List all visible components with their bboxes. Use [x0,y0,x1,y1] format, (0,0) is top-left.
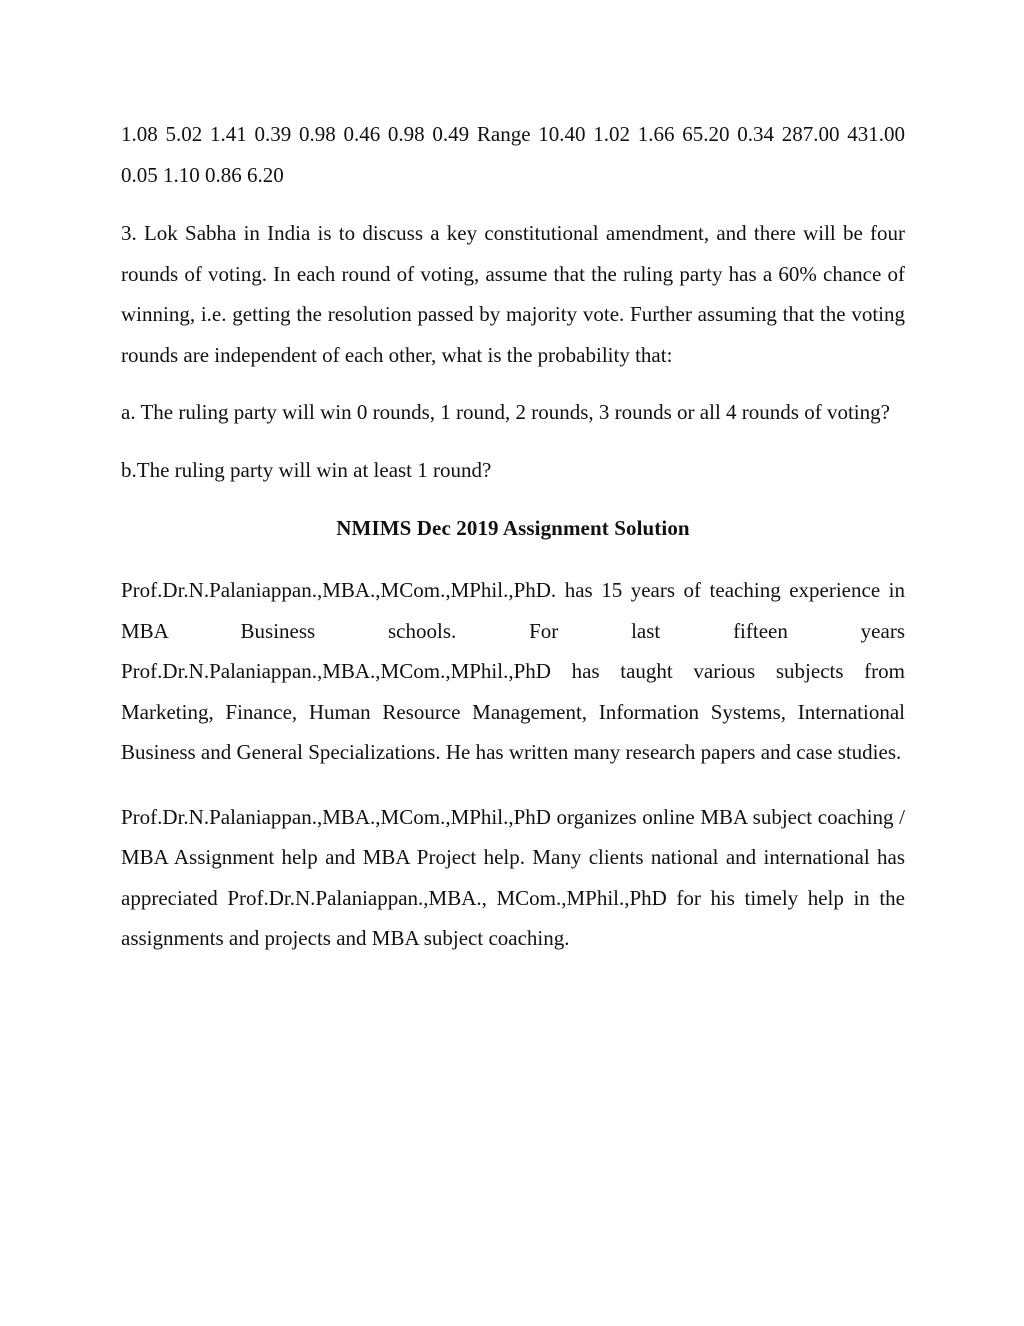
question-part-a: a. The ruling party will win 0 rounds, 1 round, 2 rounds, 3 rounds or all 4 rounds of voting? [121,400,890,424]
bio-paragraph-2: Prof.Dr.N.Palaniappan.,MBA.,MCom.,MPhil.,PhD organizes online MBA subject coaching / MBA Assignment help and MBA Project help. Many clients national and international has appreciated Prof.Dr.N.Palaniappan.,MBA., MCom.,MPhil.,PhD for his timely help in the assignments and projects and MBA subject coaching. [121,804,905,950]
numbers-paragraph: 1.08 5.02 1.41 0.39 0.98 0.46 0.98 0.49 Range 10.40 1.02 1.66 65.20 0.34 287.00 431.00 0.05 1.10 0.86 6.20 [121,122,905,187]
section-heading: NMIMS Dec 2019 Assignment Solution [336,516,690,540]
question-paragraph: 3. Lok Sabha in India is to discuss a key constitutional amendment, and there will be four rounds of voting. In each round of voting, assume that the ruling party has a 60% chance of winning, i.e. getting the resolution passed by majority vote. Further assuming that the voting rounds are independent of each other, what is the probability that: [121,221,905,367]
page-content [121,114,905,959]
bio-paragraph-1: Prof.Dr.N.Palaniappan.,MBA.,MCom.,MPhil.,PhD. has 15 years of teaching experience in MBA Business schools. For last fifteen years Prof.Dr.N.Palaniappan.,MBA.,MCom.,MPhil.,PhD has taught various subjects from Marketing, Finance, Human Resource Management, Information Systems, International Business and General Specializations. He has written many research papers and case studies. [121,578,905,764]
question-part-b: b.The ruling party will win at least 1 round? [121,457,492,482]
